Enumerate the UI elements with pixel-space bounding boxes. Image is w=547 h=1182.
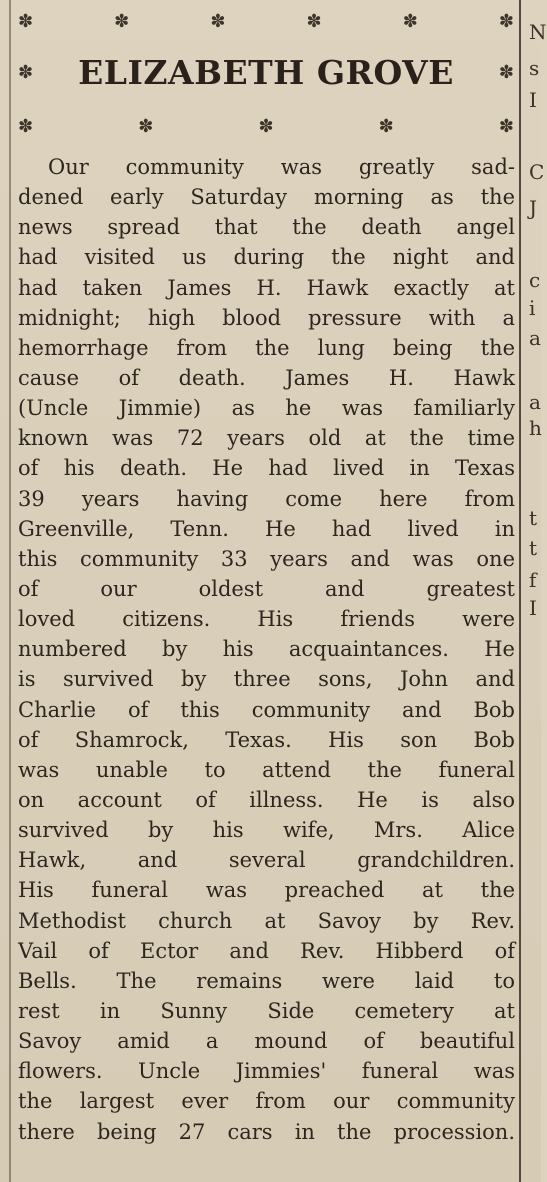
ornament-star-icon: ✽ (138, 116, 154, 137)
adjacent-column-fragment (527, 0, 547, 1182)
headline-title: ELIZABETH GROVE (78, 52, 454, 92)
adjacent-column-letter: a (529, 326, 541, 350)
article-line: the largest ever from our community (18, 1089, 515, 1114)
column-divider-rule (519, 0, 521, 1182)
adjacent-column-letter: I (529, 596, 537, 620)
article-line: is survived by three sons, John and (18, 667, 515, 692)
ornament-star-icon: ✽ (378, 116, 394, 137)
article-line: Savoy amid a mound of beautiful (18, 1029, 515, 1054)
article-line: known was 72 years old at the time (18, 426, 515, 451)
article-line: Greenville, Tenn. He had lived in (18, 516, 515, 541)
article-line: dened early Saturday morning as the (18, 185, 515, 210)
article-line: numbered by his acquaintances. He (18, 637, 515, 662)
adjacent-column-letter: c (529, 268, 541, 292)
article-line: there being 27 cars in the procession. (18, 1119, 515, 1144)
ornament-star-icon: ✽ (114, 11, 130, 32)
article-line: news spread that the death angel (18, 215, 515, 240)
article-line: (Uncle Jimmie) as he was familiarly (18, 396, 515, 421)
top-ornament-row (18, 12, 514, 32)
adjacent-column-letter: N (529, 20, 547, 44)
article-line: of his death. He had lived in Texas (18, 456, 515, 481)
ornament-star-icon: ✽ (258, 116, 274, 137)
article-line: 39 years having come here from (18, 486, 515, 511)
ornament-star-icon: ✽ (306, 11, 322, 32)
article-line: cause of death. James H. Hawk (18, 365, 515, 390)
article-line: had taken James H. Hawk exactly at (18, 275, 515, 300)
article-line: was unable to attend the funeral (18, 757, 515, 782)
left-column-rule (9, 0, 11, 1182)
adjacent-column-letter: t (529, 506, 538, 530)
article-line: His funeral was preached at the (18, 878, 515, 903)
adjacent-column-letter: h (529, 416, 542, 440)
ornament-star-icon: ✽ (210, 11, 226, 32)
article-line: Our community was greatly sad- (48, 155, 515, 179)
ornament-star-icon: ✽ (18, 61, 34, 83)
headline-row (18, 48, 514, 96)
ornament-star-icon: ✽ (498, 11, 514, 32)
adjacent-column-letter: t (529, 536, 538, 560)
ornament-star-icon: ✽ (498, 116, 514, 137)
article-line: survived by his wife, Mrs. Alice (18, 818, 515, 843)
article-line: Hawk, and several grandchildren. (18, 848, 515, 873)
article-line: Vail of Ector and Rev. Hibberd of (18, 938, 515, 963)
article-line: on account of illness. He is also (18, 787, 515, 812)
adjacent-column-letter: C (529, 160, 545, 184)
article-line: loved citizens. His friends were (18, 607, 515, 632)
ornament-star-icon: ✽ (498, 61, 514, 83)
bottom-ornament-row (18, 117, 514, 137)
ornament-star-icon: ✽ (402, 11, 418, 32)
article-line: of Shamrock, Texas. His son Bob (18, 727, 515, 752)
article-line: hemorrhage from the lung being the (18, 335, 515, 360)
ornament-star-icon: ✽ (18, 11, 34, 32)
article-line: rest in Sunny Side cemetery at (18, 998, 515, 1023)
article-line: midnight; high blood pressure with a (18, 305, 515, 330)
article-line: Charlie of this community and Bob (18, 697, 515, 722)
adjacent-column-letter: i (529, 296, 536, 320)
article-line: of our oldest and greatest (18, 576, 515, 601)
article-line: Bells. The remains were laid to (18, 968, 515, 993)
article-line: Methodist church at Savoy by Rev. (18, 908, 515, 933)
ornament-star-icon: ✽ (18, 116, 34, 137)
adjacent-column-letter: I (529, 88, 537, 112)
article-line: flowers. Uncle Jimmies' funeral was (18, 1059, 515, 1084)
article-line: had visited us during the night and (18, 245, 515, 270)
adjacent-column-letter: a (529, 390, 541, 414)
adjacent-column-letter: s (529, 56, 540, 80)
article-line: this community 33 years and was one (18, 546, 515, 571)
adjacent-column-letter: f (529, 568, 537, 592)
adjacent-column-letter: J (529, 196, 538, 220)
article-body (18, 152, 515, 1147)
